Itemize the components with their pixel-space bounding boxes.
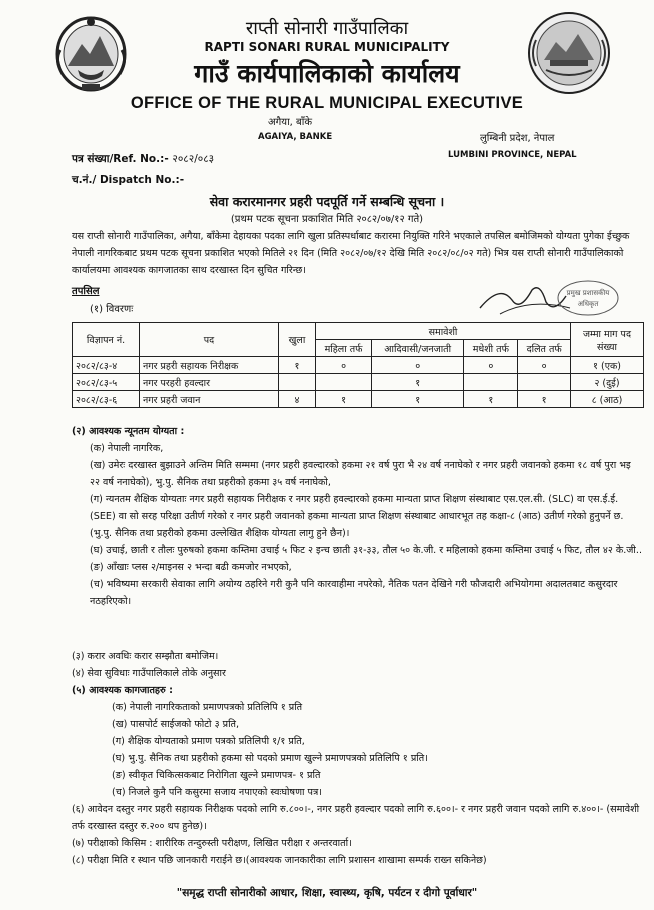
table-row [73, 374, 644, 391]
cell-post: नगर प्रहरी जवान [140, 391, 279, 408]
requirements-section [72, 423, 642, 610]
exam-date: (८) परीक्षा मिति र स्थान पछि जानकारी गराईने छ।(आवश्यक जानकारीका लागि प्रशासन शाखामा सम्पर्क राख्न सकिनेछ) [72, 855, 487, 866]
cell-open: १ [279, 357, 316, 374]
document-item: (ख) पासपोर्ट साईजको फोटो ३ प्रति, [112, 719, 240, 730]
req-citizen: (क) नेपाली नागरिक, [90, 443, 164, 454]
municipality-name-np: राप्ती सोनारी गाउँपालिका [245, 18, 409, 39]
office-name-en: OFFICE OF THE RURAL MUNICIPAL EXECUTIVE [130, 94, 524, 112]
signature-stamp-icon [470, 278, 620, 318]
th-indigenous: आदिवासी/जनजाती [372, 340, 464, 357]
ref-value: २०८२/०८३ [172, 153, 215, 165]
cell-indigenous: १ [372, 374, 464, 391]
req-eyes: (ङ) आँखाः प्लस २/माइनस २ भन्दा बढी कमजोर नभएको, [90, 562, 292, 573]
cell-total: १ (एक) [571, 357, 644, 374]
cell-post: नगर प्रहरी सहायक निरीक्षक [140, 357, 279, 374]
th-dalit: दलित तर्फ [518, 340, 571, 357]
municipality-logo-icon [526, 10, 612, 96]
cell-ad-no: २०८२/८३-६ [73, 391, 140, 408]
reference-number [72, 152, 214, 166]
notice-subtitle: (प्रथम पटक सूचना प्रकाशित मिति २०८२/०७/१२ गते) [230, 214, 424, 225]
footer-slogan: "समृद्ध राप्ती सोनारीको आधार, शिक्षा, स्वास्थ्य, कृषि, पर्यटन र दीगो पूर्वाधार" [176, 887, 478, 899]
contract-term: (३) करार अवधिः करार सम्झौता बमोजिम। [72, 651, 219, 662]
cell-total: २ (दुई) [571, 374, 644, 391]
document-item: (क) नेपाली नागरिकताको प्रमाणपत्रको प्रतिलिपि १ प्रति [112, 702, 303, 713]
cell-women [316, 374, 372, 391]
document-item: (घ) भु.पु. सैनिक तथा प्रहरीको हकमा सो पदको प्रमाण खुल्ने प्रमाणपत्रको प्रतिलिपि १ प्रति। [112, 753, 428, 764]
cell-ad-no: २०८२/८३-५ [73, 374, 140, 391]
cell-dalit: १ [518, 391, 571, 408]
th-total: जम्मा माग पद संख्या [571, 323, 644, 357]
cell-women: ० [316, 357, 372, 374]
cell-open [279, 374, 316, 391]
cell-madhesi [464, 374, 518, 391]
notice-paragraph: यस राप्ती सोनारी गाउँपालिका, अगैया, बाँकेमा देहायका पदका लागि खुला प्रतिस्पर्धाबाट करारमा नियुक्ति गरिने भएकाले तपसिल बमोजिमको योग्यता पुगेका ईच्छुक नेपाली नागरिकबाट प्रथम पटक सूचना प्रकाशित भएको मितिले २१ दिन (मिति २०८२/०७/१२ देखि मिति २०८२/०८/०२ गते) भित्र यस राप्ती सोनारी गाउँपालिकाको कार्यालयमा आवश्यक कागजातका साथ दरखास्त दिन सुचित गरिन्छ। [72, 231, 630, 276]
stamp-line1: प्रमुख प्रशासकीय [566, 289, 610, 297]
cell-indigenous: १ [372, 391, 464, 408]
place-en: AGAIYA, BANKE [258, 132, 333, 142]
req-physical: (घ) उचाई, छाती र तौलः पुरुषको हकमा कम्तिमा उचाई ५ फिट २ इन्च छाती ३१-३३, तौल ५० के.जी. र महिलाको हकमा कम्तिमा उचाई ५ फिट, तौल ४२ के.जी.. [90, 545, 643, 556]
cell-total: ८ (आठ) [571, 391, 644, 408]
th-ad-no: विज्ञापन नं. [73, 323, 140, 357]
cell-madhesi: १ [464, 391, 518, 408]
terms-section [72, 648, 642, 869]
th-women: महिला तर्फ [316, 340, 372, 357]
notice-title: सेवा करारमानगर प्रहरी पदपूर्ति गर्ने सम्बन्धि सूचना । [209, 194, 445, 209]
cell-dalit: ० [518, 357, 571, 374]
vivaran-heading: (१) विवरणः [90, 304, 134, 315]
place-np: अगैया, बाँके [268, 117, 312, 128]
tapasil-heading: तपसिल [72, 286, 100, 297]
stamp-line2: अधिकृत [577, 300, 599, 308]
province-en: LUMBINI PROVINCE, NEPAL [448, 150, 577, 160]
cell-open: ४ [279, 391, 316, 408]
cell-indigenous: ० [372, 357, 464, 374]
application-fee: (६) आवेदन दस्तुर नगर प्रहरी सहायक निरीक्षक पदको लागि रु.८००।-, नगर प्रहरी हवल्दार पदको लागि रु.६००।- र नगर प्रहरी जवान पदको लागि रु.४००।- (समावेशी तर्फ दरखास्त दस्तुर रु.२०० थप हुनेछ)। [72, 804, 640, 832]
cell-ad-no: २०८२/८३-४ [73, 357, 140, 374]
req-education: (ग) न्यनतम शैक्षिक योग्यताः नगर प्रहरी सहायक निरीक्षक र नगर प्रहरी हवल्दारको हकमा मान्यता प्राप्त शिक्षण संस्थाबाट एस.एल.सी. (SLC) वा एस.ई.ई. (SEE) वा सो सरह परिक्षा उतीर्ण गरेको र नगर प्रहरी जवानको हकमा मान्यता प्राप्त शिक्षण संस्थाबाट आधारभूत तह कक्षा-८ (आठ) उतीर्ण गरेको हुनुपर्ने छ. (भु.पु. सैनिक तथा प्रहरीको हकमा उल्लेखित शैक्षिक योग्यता लागु हुने छैन)। [90, 494, 624, 539]
dispatch-number: च.नं./ Dispatch No.:- [72, 174, 185, 186]
table-row [73, 357, 644, 374]
vacancy-table [72, 322, 644, 408]
cell-post: नगर परहरी हवल्दार [140, 374, 279, 391]
document-item: (च) निजले कुनै पनि कसुरमा सजाय नपाएको स्वःघोषणा पत्र। [112, 787, 322, 798]
service-facility: (४) सेवा सुविधाः गाउँपालिकाले तोके अनुसार [72, 668, 226, 679]
th-open: खुला [279, 323, 316, 357]
req-age: (ख) उमेरः दरखास्त बुझाउने अन्तिम मिति सम्ममा (नगर प्रहरी हवल्दारको हकमा २१ वर्ष पुरा भै २४ वर्ष ननाघेको र नगर प्रहरी जवानको हकमा १८ वर्ष पुरा भइ २२ वर्ष ननाघेको), भु.पु. सैनिक तथा प्रहरीको हकमा ३५ वर्ष ननाघेको, [90, 460, 631, 488]
cell-women: १ [316, 391, 372, 408]
documents-title: (५) आवश्यक कागजातहरु : [72, 685, 173, 696]
req-record: (च) भविष्यमा सरकारी सेवाका लागि अयोग्य ठहरिने गरी कुनै पनि कारवाहीमा नपरेको, नैतिक पतन देखिने गरी फौजदारी अभियोगमा अदालतबाट कसुरदार नठहरिएको। [90, 579, 618, 607]
province-np: लुम्बिनी प्रदेश, नेपाल [480, 133, 555, 144]
th-inclusive: समावेशी [316, 323, 571, 340]
th-post: पद [140, 323, 279, 357]
table-row [73, 391, 644, 408]
cell-dalit [518, 374, 571, 391]
ref-label: पत्र संख्या/Ref. No.:- [72, 153, 169, 165]
municipality-name-en: RAPTI SONARI RURAL MUNICIPALITY [204, 40, 450, 54]
th-madhesi: मधेशी तर्फ [464, 340, 518, 357]
document-item: (ग) शैक्षिक योग्यताको प्रमाण पत्रको प्रतिलिपी १/१ प्रति, [112, 736, 305, 747]
exam-type: (७) परीक्षाको किसिम : शारीरिक तन्दुरुस्ती परीक्षण, लिखित परीक्षा र अन्तरवार्ता। [72, 838, 352, 849]
cell-madhesi: ० [464, 357, 518, 374]
document-item: (ङ) स्वीकृत चिकित्सकबाट निरोगिता खुल्ने प्रमाणपत्र- १ प्रति [112, 770, 321, 781]
office-name-np: गाउँ कार्यपालिकाको कार्यालय [194, 59, 460, 88]
requirements-title: (२) आवश्यक न्यूनतम योग्यता : [72, 426, 185, 437]
